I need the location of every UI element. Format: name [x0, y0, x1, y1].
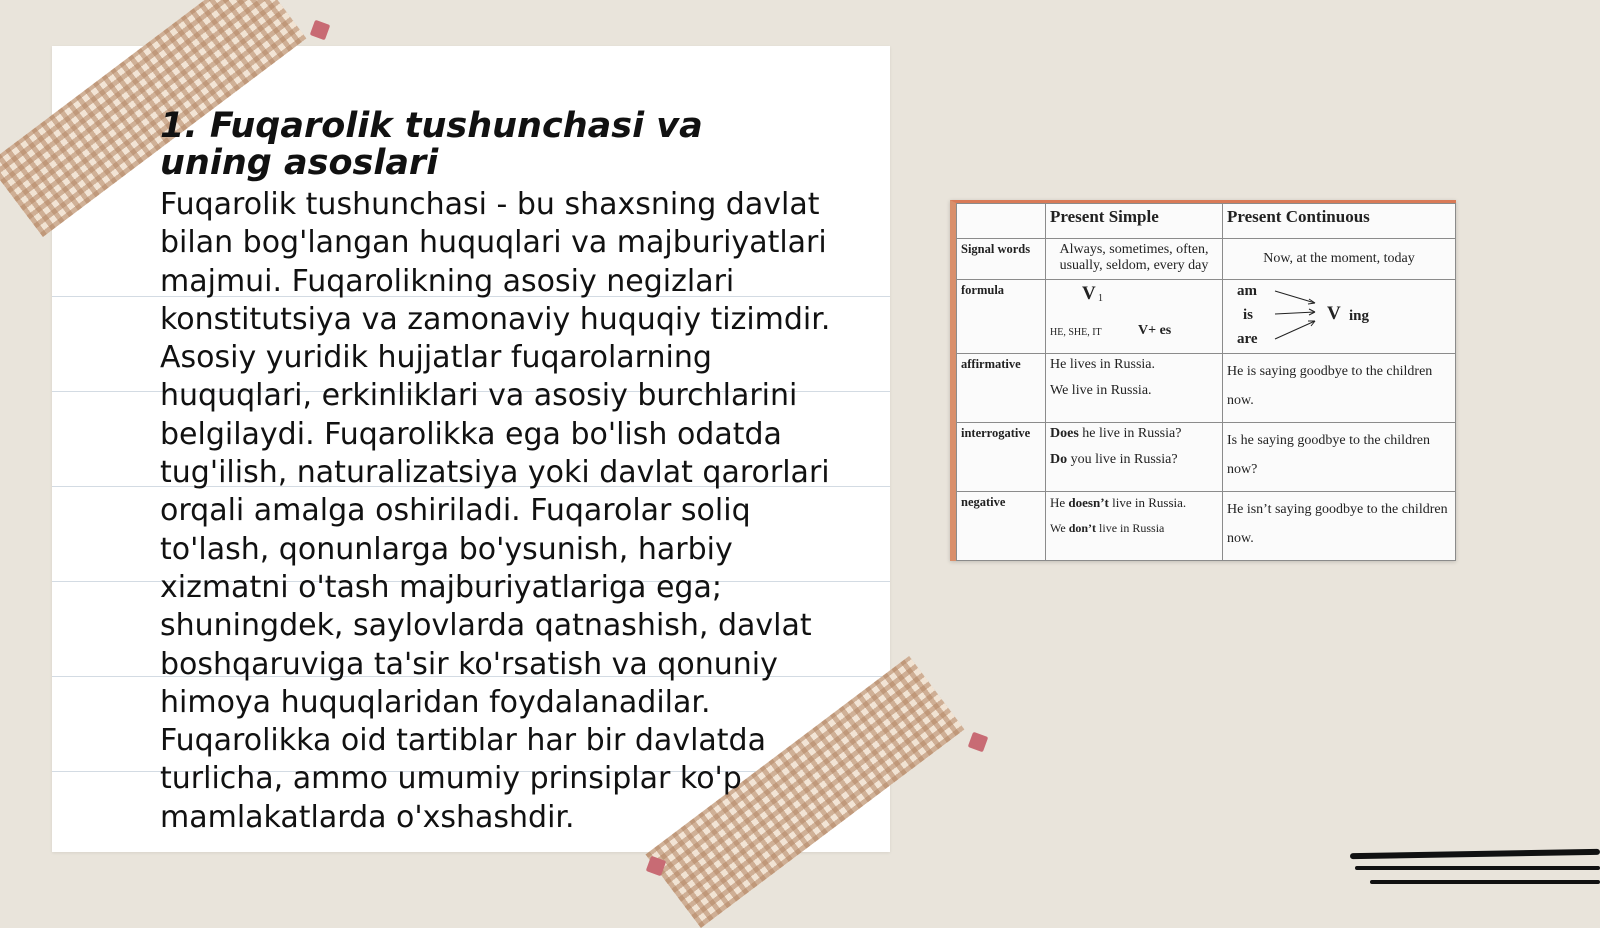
interrogative-simple [1046, 422, 1223, 491]
row-label-negative: negative [957, 491, 1046, 560]
negative-simple-2b: live in Russia [1096, 520, 1165, 535]
formula-ing: ing [1349, 308, 1370, 325]
negative-continuous: He isn’t saying goodbye to the children now. [1223, 491, 1456, 560]
interrogative-simple-2: you live in Russia? [1067, 451, 1178, 467]
negative-simple-2a: We [1050, 520, 1069, 535]
signal-words-simple: Always, sometimes, often, usually, seldom, every day [1046, 239, 1223, 280]
table-row [957, 280, 1456, 353]
formula-is: is [1243, 307, 1254, 324]
formula-simple [1046, 280, 1223, 353]
signal-words-continuous: Now, at the moment, today [1223, 239, 1456, 280]
negative-doesnt: doesn’t [1068, 494, 1109, 510]
formula-arrows-icon [1271, 283, 1323, 345]
table-header-row [957, 204, 1456, 239]
negative-dont: don’t [1068, 520, 1097, 535]
affirmative-continuous: He is saying goodbye to the children now. [1223, 353, 1456, 422]
table-row [957, 422, 1456, 491]
interrogative-does: Does [1050, 425, 1079, 441]
header-present-simple: Present Simple [1046, 204, 1223, 239]
table-header-empty [957, 204, 1046, 239]
negative-simple-1a: He [1050, 494, 1069, 510]
formula-v-ing: V [1327, 303, 1341, 325]
interrogative-simple-1: he live in Russia? [1078, 425, 1182, 441]
interrogative-do: Do [1050, 451, 1068, 467]
tape-corner-top [310, 20, 331, 41]
header-present-continuous: Present Continuous [1223, 204, 1456, 239]
slide-body-text: Fuqarolik tushunchasi - bu shaxsning davlat bilan bog'langan huquqlari va majburiyatlari majmui. Fuqarolikning asosiy negizlari konstitutsiya va zamonaviy huquqiy tizimdir. Asosiy yuridik hujjatlar fuqarolarning huquqlari, erkinliklari va asosiy burchlarini belgilaydi. Fuqarolikka ega bo'lish odatda tug'ilish, naturalizatsiya yoki davlat qarorlari orqali amalga oshiriladi. Fuqarolar soliq to'lash, qonunlarga bo'ysunish, harbiy xizmatni o'tash majburiyatlariga ega; shuningdek, saylovlarda qatnashish, davlat boshqaruviga ta'sir ko'rsatish va qonuniy himoya huquqlaridan foydalanadilar. Fuqarolikka oid tartiblar har bir davlatda turlicha, ammo umumiy prinsiplar ko'p mamlakatlarda o'xshashdir. [160, 187, 831, 835]
row-label-formula: formula [957, 280, 1046, 353]
negative-simple-1b: live in Russia. [1108, 494, 1187, 510]
formula-am: am [1237, 283, 1257, 300]
formula-subscript: 1 [1098, 293, 1103, 305]
brush-stroke [1355, 866, 1600, 870]
affirmative-simple-1: He lives in Russia. [1050, 356, 1155, 372]
brush-stroke [1350, 849, 1600, 859]
affirmative-simple [1046, 353, 1223, 422]
grammar-table-image [950, 200, 1456, 561]
negative-simple [1046, 491, 1223, 560]
slide-heading: 1. Fuqarolik tushunchasi va uning asoslari [160, 106, 703, 183]
formula-continuous [1223, 280, 1456, 353]
table-row [957, 491, 1456, 560]
formula-pronouns: HE, SHE, IT [1050, 327, 1102, 339]
interrogative-continuous: Is he saying goodbye to the children now? [1223, 422, 1456, 491]
tape-corner-bottom-right [968, 732, 989, 753]
formula-are: are [1237, 331, 1258, 348]
row-label-signal-words: Signal words [957, 239, 1046, 280]
affirmative-simple-2: We live in Russia. [1050, 382, 1152, 398]
tense-comparison-table [956, 203, 1456, 561]
table-row [957, 353, 1456, 422]
formula-v: V [1082, 283, 1096, 305]
brush-stroke [1370, 880, 1600, 884]
table-row [957, 239, 1456, 280]
formula-v-es: V+ es [1138, 323, 1172, 339]
row-label-interrogative: interrogative [957, 422, 1046, 491]
row-label-affirmative: affirmative [957, 353, 1046, 422]
